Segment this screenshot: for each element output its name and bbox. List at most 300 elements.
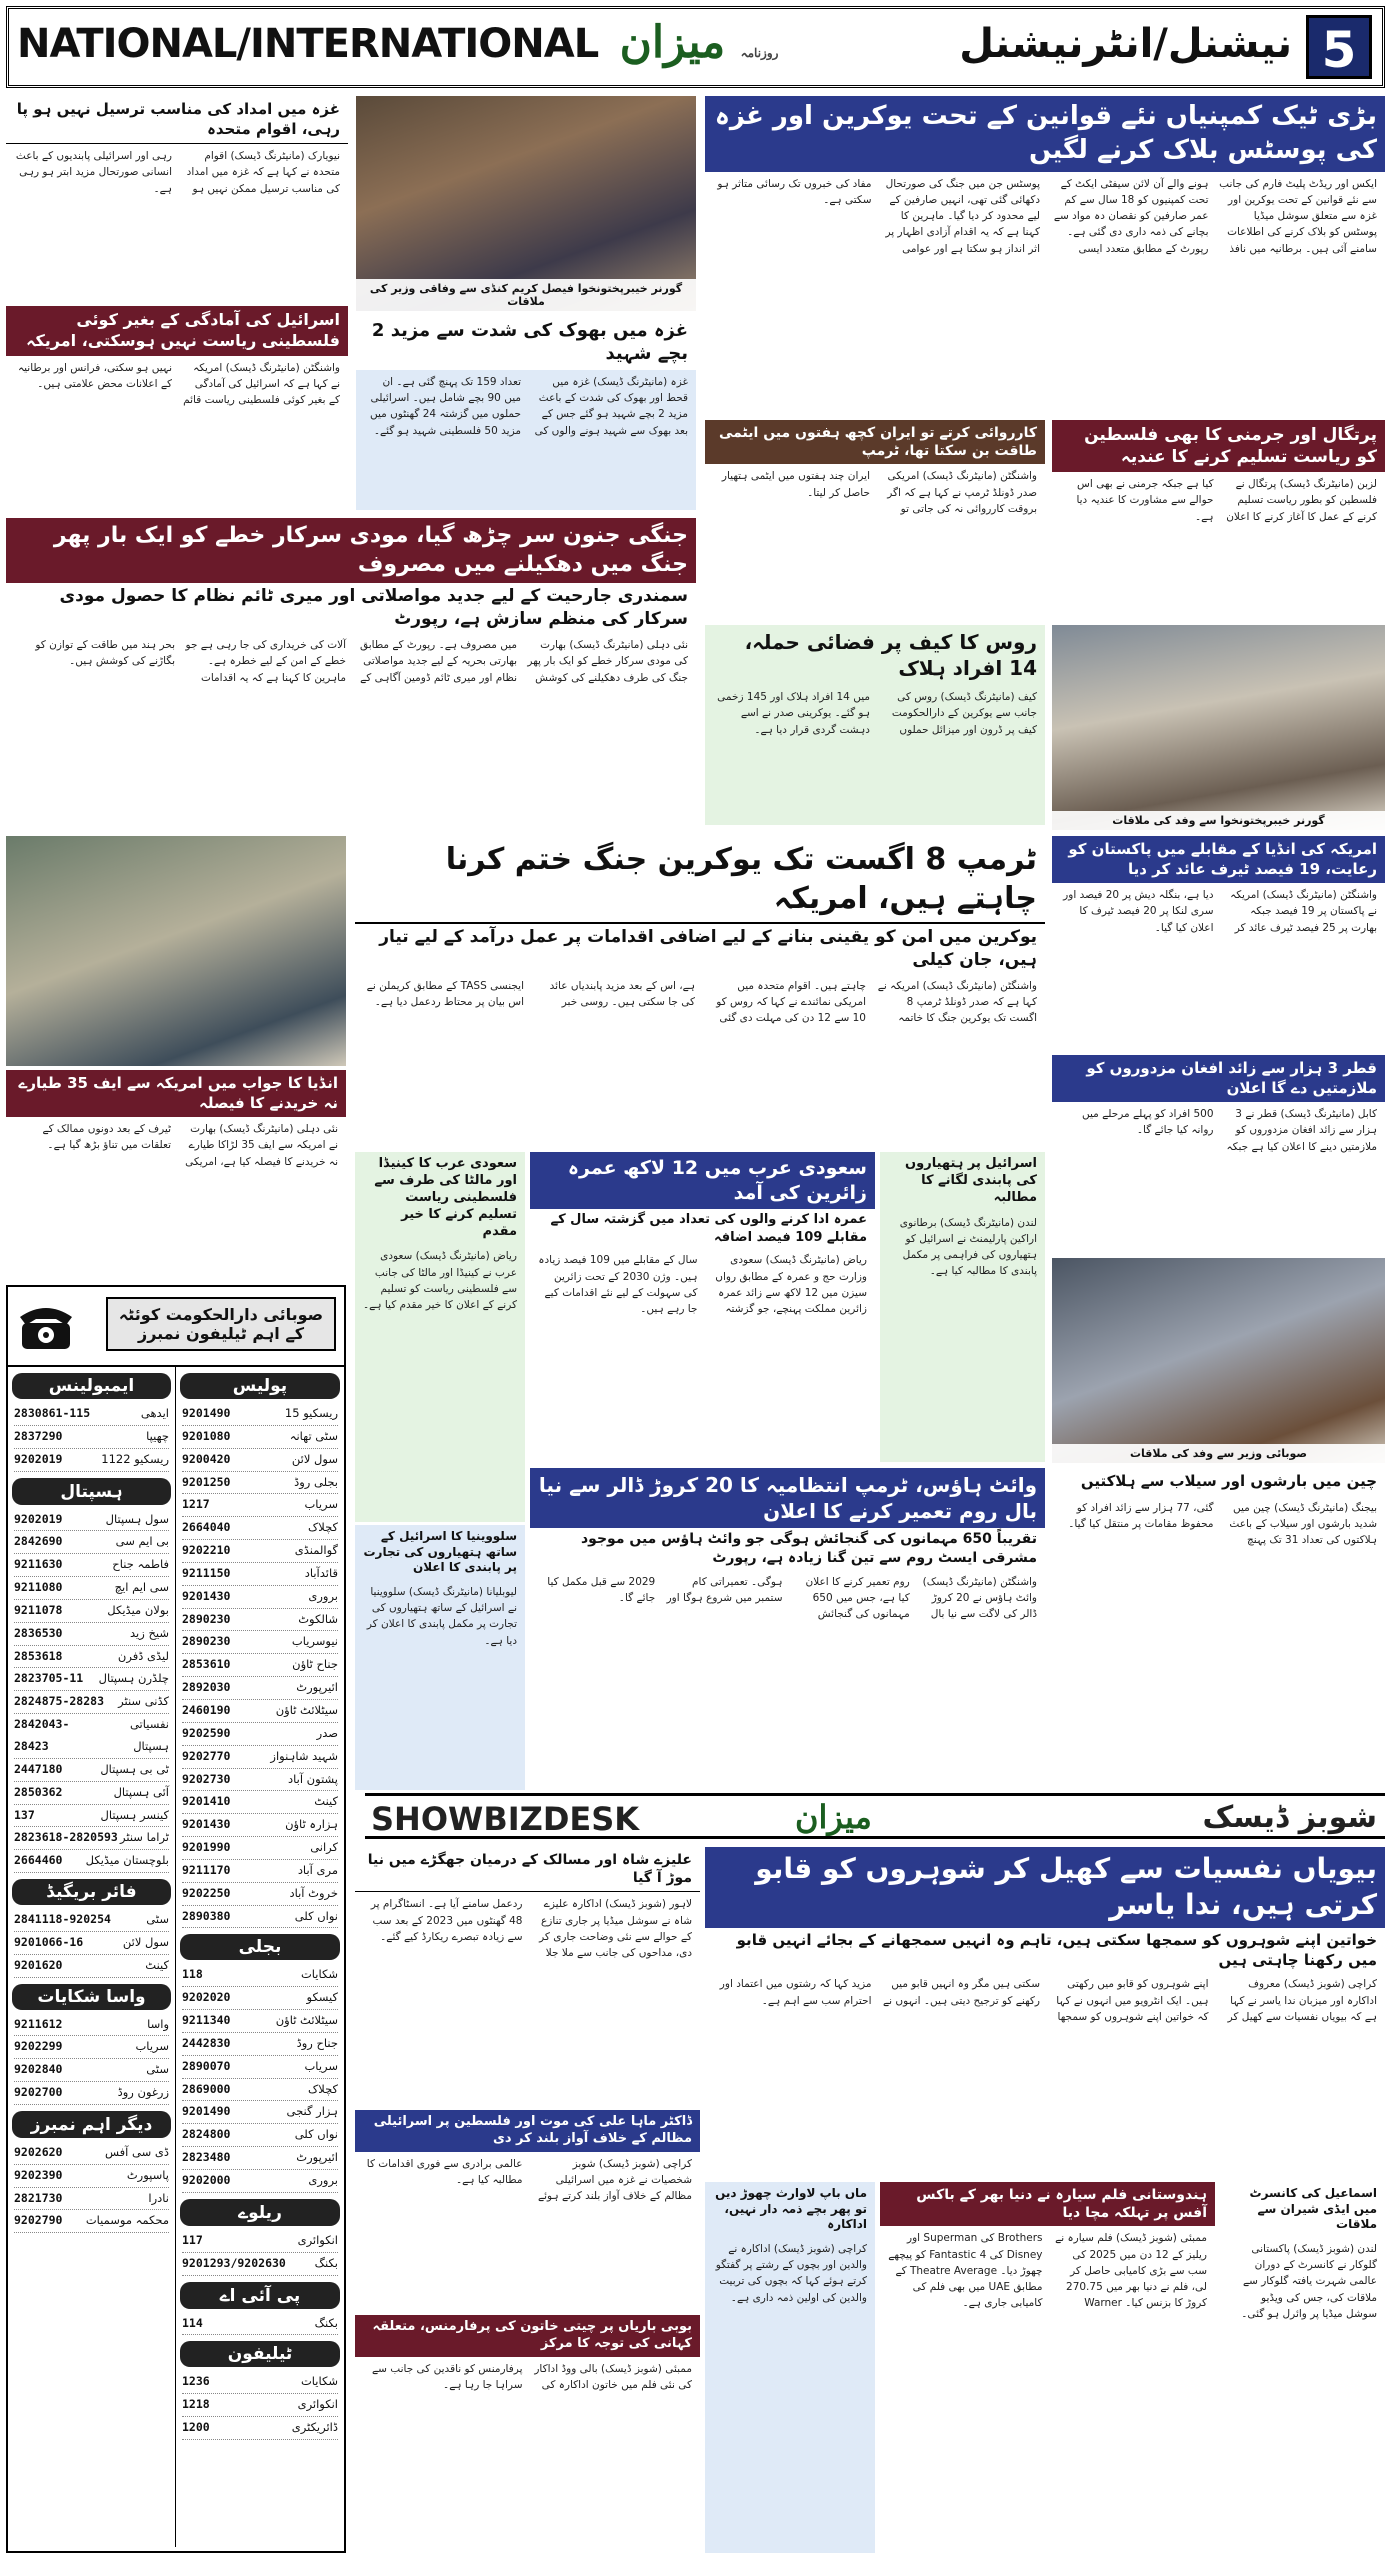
phone-entry — [182, 2124, 338, 2147]
telephone-icon — [16, 1295, 76, 1355]
phone-entry — [182, 1723, 338, 1746]
article-body: نئی دہلی (مانیٹرنگ ڈیسک) بھارت نے امریکہ سے ایف 35 لڑاکا طیارے نہ خریدنے کا فیصلہ کیا ہے، امریکی ٹیرف کے بعد دونوں ممالک کے تعلقات میں تناؤ بڑھ گیا ہے۔ — [42, 1123, 338, 1168]
phone-entry-number: 2823480 — [182, 2150, 231, 2165]
phone-entry — [182, 1426, 338, 1449]
phone-entry-number: 9201490 — [182, 2104, 231, 2119]
showbiz-label-en: SHOWBIZDESK — [371, 1800, 640, 1838]
phone-entry-number: 2823705-11 — [14, 1671, 84, 1686]
section-title-ur: نیشنل/انٹرنیشنل — [959, 21, 1292, 67]
phone-entry-number: 2824800 — [182, 2127, 231, 2142]
phone-entry — [182, 1860, 338, 1883]
phone-entry — [14, 1449, 169, 1472]
phone-entry-name: نادرا — [148, 2190, 169, 2205]
phone-entry — [182, 1517, 338, 1540]
phone-entry-number: 9201250 — [182, 1474, 231, 1489]
phone-entry-number: 9211150 — [182, 1565, 231, 1580]
phone-entry-number: 2460190 — [182, 1702, 231, 1717]
phone-entry-name: بروری — [308, 2173, 338, 2187]
article-israel-ban — [880, 1152, 1045, 1462]
phone-entry-name: محکمہ موسمیات — [85, 2213, 169, 2228]
phone-entry-number: 9201430 — [182, 1817, 231, 1832]
phone-entry-name: ایدھی — [140, 1406, 169, 1420]
phone-entry-number: 114 — [182, 2315, 203, 2330]
page-header — [6, 6, 1385, 88]
article-white-house — [530, 1468, 1045, 1788]
phone-entry-number: 9202790 — [14, 2213, 63, 2228]
article-headline: چین میں بارشوں اور سیلاب سے ہلاکتیں — [1080, 1472, 1377, 1490]
phone-entry-name: شالکوٹ — [298, 1611, 338, 1626]
other-list — [8, 2142, 175, 2233]
police-list — [176, 1403, 344, 1928]
article-body: نئی دہلی (مانیٹرنگ ڈیسک) بھارت کی مودی سرکار خطے کو ایک بار پھر جنگ کی طرف دھکیلنے کی کوشش میں مصروف ہے۔ رپورٹ کے مطابق بھارتی بحریہ کے لیے جدید مواصلاتی نظام اور میری ٹائم ڈومین آگاہی کے آلات کی خریداری کی جا رہی ہے جو خطے کے امن کے لیے خطرہ ہے۔ ماہرین کا کہنا ہے کہ یہ اقدامات بحر ہند میں طاقت کے توازن کو بگاڑنے کی کوشش ہیں۔ — [35, 639, 688, 684]
phone-entry-name: انکوائری — [297, 2397, 338, 2412]
ambulance-label: ایمبولینس — [12, 1373, 171, 1399]
article-headline: غزہ میں امداد کی مناسب ترسیل نہیں ہو پا رہی، اقوام متحدہ — [6, 96, 348, 144]
article-headline: روس کا کیف پر فضائی حملہ، 14 افراد ہلاک — [744, 630, 1037, 680]
phone-entry — [14, 2036, 169, 2059]
phone-entry-name: سول لائن — [291, 1451, 338, 1466]
article-headline: قطر 3 ہزار سے زائد افغان مزدوروں کو ملازمتیں دے گا اعلان — [1052, 1055, 1385, 1102]
phone-entry-number: 9202840 — [14, 2062, 63, 2077]
phone-entry — [182, 2394, 338, 2417]
phone-entry-number: 9201080 — [182, 1428, 231, 1443]
section-title-en: NATIONAL/INTERNATIONAL — [17, 21, 599, 67]
phone-entry — [182, 1769, 338, 1792]
phone-entry-name: جناح ٹاؤن — [292, 1657, 338, 1672]
electric-list — [176, 1964, 344, 2192]
phone-entry-name: نیوسریاب — [291, 1634, 338, 1649]
phone-entry-number: 9201293/9202630 — [182, 2255, 286, 2270]
article-body: واشنگٹن (مانیٹرنگ ڈیسک) امریکہ نے کہا ہے کہ صدر ڈونلڈ ٹرمپ 8 اگست تک یوکرین جنگ کا خاتمہ چاہتے ہیں۔ اقوام متحدہ میں امریکی نمائندے نے کہا کہ روس کو 10 سے 12 دن کی مہلت دی گئی ہے، اس کے بعد مزید پابندیاں عائد کی جا سکتی ہیں۔ روسی خبر ایجنسی TASS کے مطابق کریملن نے اس بیان پر محتاط ردعمل دیا ہے۔ — [366, 979, 1037, 1025]
phone-entry-name: سریاب — [304, 1497, 338, 1512]
phone-entry-name: بکنگ — [314, 2255, 338, 2270]
article-body: واشنگٹن (مانیٹرنگ ڈیسک) امریکہ نے پاکستان پر 19 فیصد جبکہ بھارت پر 25 فیصد ٹیرف عائد کر دیا ہے، بنگلہ دیش پر 20 فیصد اور سری لنکا پر 20 فیصد ٹیرف کا اعلان کیا گیا۔ — [1063, 889, 1377, 934]
masthead-title: میزان — [619, 17, 726, 68]
article-body: ممبئی (شوبز ڈیسک) فلم سیارہ نے ریلیز کے 12 دن میں 2025 کی سب سے بڑی کامیابی حاصل کر لی، فلم نے دنیا بھر میں 270.75 کروڑ کا بزنس کیا۔ Warner Brothers کی Superman اور Disney کی Fantastic 4 کو پیچھے چھوڑ دیا۔ Theatre Average کے مطابق UAE میں بھی فلم کی کامیابی جاری ہے۔ — [888, 2232, 1207, 2310]
hospital-label: ہسپتال — [12, 1478, 171, 1505]
article-gaza-hunger — [356, 315, 696, 510]
phone-entry-number: 2836530 — [14, 1625, 63, 1640]
phone-entry-name: سریاب — [304, 2058, 338, 2073]
phone-entry — [14, 1600, 169, 1623]
phone-entry-name: آئی ہسپتال — [113, 1784, 169, 1799]
phone-entry-name: سریاب — [135, 2039, 169, 2054]
phone-entry-name: قائدآباد — [304, 1565, 338, 1580]
phone-entry — [182, 1472, 338, 1495]
telephone-label: ٹیلیفون — [180, 2341, 340, 2367]
phone-entry — [182, 2010, 338, 2033]
phone-entry-name: فاطمہ جناح — [112, 1557, 169, 1572]
article-india-f35 — [6, 1070, 346, 1270]
article-headline: کارروائی کرتے تو ایران کچھ ہفتوں میں ایٹمی طاقت بن سکتا تھا، ٹرمپ — [705, 420, 1045, 464]
article-body: لیوبلیانا (مانیٹرنگ ڈیسک) سلووینیا نے اسرائیل کے ساتھ ہتھیاروں کی تجارت پر مکمل پابندی کا اعلان کر دیا ہے۔ — [366, 1585, 517, 1647]
article-subhead: یوکرین میں امن کو یقینی بنانے کے لیے اضافی اقدامات پر عمل درآمد کے لیے تیار ہیں، جان کیلی — [379, 927, 1037, 970]
phone-entry-name: سیٹلائٹ ٹاؤن — [275, 1702, 338, 1717]
article-body: غزہ (مانیٹرنگ ڈیسک) غزہ میں قحط اور بھوک کی شدت کے باعث مزید 2 بچے شہید ہو گئے جس کے بعد بھوک سے شہید ہونے والوں کی تعداد 159 تک پہنچ گئی ہے۔ ان میں 90 بچے شامل ہیں۔ اسرائیلی حملوں میں گزشتہ 24 گھنٹوں میں مزید 50 فلسطینی شہید ہو گئے۔ — [369, 375, 688, 437]
article-headline: غزہ میں بھوک کی شدت سے مزید 2 بچے شہید — [356, 315, 696, 370]
article-palestine-showbiz — [355, 2110, 700, 2310]
article-headline: علیزے شاہ اور مسالک کے درمیان جھگڑے میں نیا موڑ آ گیا — [355, 1847, 700, 1892]
phone-entry — [182, 1746, 338, 1769]
phone-entry — [182, 1654, 338, 1677]
article-headline: ہندوستانی فلم سیارہ نے دنیا بھر کے باکس آفس پر تہلکہ مچا دیا — [880, 2182, 1215, 2226]
article-trump-ukraine — [355, 836, 1045, 1146]
phone-entry-name: ٹراما سنٹر — [120, 1830, 169, 1845]
article-body: واشنگٹن (مانیٹرنگ ڈیسک) امریکی صدر ڈونلڈ ٹرمپ نے کہا ہے کہ اگر بروقت کارروائی نہ کی جاتی تو ایران چند ہفتوں میں ایٹمی ہتھیار حاصل کر لیتا۔ — [721, 470, 1037, 515]
phone-entry-number: 2664460 — [14, 1853, 63, 1868]
phone-entry — [182, 2079, 338, 2102]
page-number: 5 — [1306, 15, 1372, 79]
news-photo-group — [1052, 625, 1385, 830]
phone-entry-number: 2447180 — [14, 1761, 63, 1776]
phone-entry — [14, 1691, 169, 1714]
article-body: کراچی (شوبز ڈیسک) معروف اداکارہ اور میزبان ندا یاسر نے کہا ہے کہ بیویاں نفسیات سے کھیل کر اپنے شوہروں کو قابو میں رکھتی ہیں۔ ایک انٹرویو میں انہوں نے کہا کہ خواتین اپنے شوہروں کو سمجھا سکتی ہیں مگر وہ انہیں قابو میں رکھنے کو ترجیح دیتی ہیں۔ انہوں نے مزید کہا کہ رشتوں میں اعتماد اور احترام سب سے اہم ہے۔ — [719, 1978, 1377, 2023]
phone-entry-name: کڈنی سنٹر — [118, 1694, 169, 1709]
article-headline: ماں باپ لاوارث چھوڑ دیں تو پھر بچے ذمہ دار نہیں، اداکارہ — [715, 2186, 867, 2232]
phone-entry — [14, 1554, 169, 1577]
phone-entry-name: کچلاک — [307, 2081, 338, 2096]
phone-entry-number: 2830861-115 — [14, 1406, 91, 1420]
article-body: ریاض (مانیٹرنگ ڈیسک) سعودی عرب نے کینیڈا اور مالٹا کی جانب سے فلسطینی ریاست کو تسلیم کرنے کے اعلان کا خیر مقدم کیا ہے۔ — [363, 1250, 517, 1312]
article-headline: وائٹ ہاؤس، ٹرمپ انتظامیہ کا 20 کروڑ ڈالر سے نیا بال روم تعمیر کرنے کا اعلان — [530, 1468, 1045, 1528]
phone-entry-number: 2841118-920254 — [14, 1912, 111, 1927]
article-body: بیجنگ (مانیٹرنگ ڈیسک) چین میں شدید بارشوں اور سیلاب کے باعث ہلاکتوں کی تعداد 31 تک پہنچ گئی، 77 ہزار سے زائد افراد کو محفوظ مقامات پر منتقل کیا گیا۔ — [1068, 1501, 1377, 1547]
phone-entry-name: زرغون روڈ — [117, 2085, 169, 2100]
phone-entry-number: 9202390 — [14, 2167, 63, 2182]
article-headline: پرتگال اور جرمنی کا بھی فلسطین کو ریاست تسلیم کرنے کا عندیہ — [1052, 420, 1385, 472]
article-saudi-umrah — [530, 1152, 875, 1462]
phone-entry-name: ٹی بی ہسپتال — [100, 1761, 169, 1776]
phone-entry-name: پاسپورٹ — [126, 2167, 169, 2182]
phone-entry — [14, 1668, 169, 1691]
phone-entry-name: بولان میڈیکل — [107, 1602, 169, 1617]
article-bobby-performance — [355, 2315, 700, 2553]
phone-entry-number: 9202620 — [14, 2144, 63, 2159]
phone-entry-name: ہزارہ ٹاؤن — [285, 1817, 338, 1832]
article-subhead: تقریباً 650 مہمانوں کی گنجائش ہوگی جو وائٹ ہاؤس میں موجود مشرقی ایسٹ روم سے تین گنا زیادہ ہے، رپورٹ — [581, 1531, 1037, 1566]
other-label: دیگر اہم نمبرز — [12, 2111, 171, 2138]
phone-entry — [182, 1837, 338, 1860]
phone-entry-name: نواں کلی — [294, 1908, 338, 1923]
pia-list — [176, 2313, 344, 2336]
photo-caption: گورنر خیبرپختونخوا سے وفد کی ملاقات — [1052, 811, 1385, 830]
electric-label: بجلی — [180, 1934, 340, 1960]
article-headline: بڑی ٹیک کمپنیاں نئے قوانین کے تحت یوکرین اور غزہ کی پوسٹس بلاک کرنے لگیں — [705, 96, 1385, 172]
article-tariff — [1052, 836, 1385, 1051]
phone-entry-number: 1236 — [182, 2374, 210, 2389]
phone-entry-name: ائیرپورٹ — [296, 1680, 338, 1695]
phone-entry — [182, 1494, 338, 1517]
hospital-list — [8, 1509, 175, 1874]
phone-entry-number: 9201620 — [14, 1957, 63, 1972]
phone-col-left — [8, 1367, 176, 2547]
phone-entry-name: بلوچستان میڈیکل — [85, 1853, 169, 1868]
article-concert — [1220, 2182, 1385, 2553]
phone-entry-name: ریسکیو 15 — [284, 1406, 338, 1420]
phone-entry-number: 9211612 — [14, 2016, 63, 2031]
phone-entry-name: گوالمنڈی — [294, 1543, 338, 1558]
phone-entry-number: 9201410 — [182, 1794, 231, 1809]
phone-entry — [14, 2014, 169, 2037]
article-subhead: عمرہ ادا کرنے والوں کی تعداد میں گزشتہ سال کے مقابلے 109 فیصد اضافہ — [550, 1212, 867, 1245]
news-photo-cheque — [6, 836, 346, 1066]
phone-entry-number: 2837290 — [14, 1428, 63, 1443]
phone-entry-number: 9200420 — [182, 1451, 231, 1466]
phone-entry-name: سٹی — [146, 1912, 169, 1927]
police-label: پولیس — [180, 1373, 340, 1399]
phone-entry — [14, 1714, 169, 1759]
article-body: واشنگٹن (مانیٹرنگ ڈیسک) امریکہ نے کہا ہے کہ اسرائیل کی آمادگی کے بغیر کوئی فلسطینی ریاست قائم نہیں ہو سکتی، فرانس اور برطانیہ کے اعلانات محض علامتی ہیں۔ — [17, 361, 340, 407]
phone-entry-number: 2823618-2820593 — [14, 1830, 118, 1845]
phone-entry-number: 9202019 — [14, 1511, 63, 1526]
phone-entry-name: شیخ زید — [130, 1625, 169, 1640]
phone-entry-number: 2892030 — [182, 1680, 231, 1695]
article-saudi-canada — [355, 1152, 525, 1522]
phone-entry-name: انکوائری — [297, 2232, 338, 2247]
phone-entry — [14, 2142, 169, 2165]
phone-entry — [14, 1850, 169, 1873]
phone-entry — [14, 1932, 169, 1955]
phone-entry-number: 2664040 — [182, 1520, 231, 1535]
phone-entry — [182, 1631, 338, 1654]
phone-entry-name: سول لائن — [122, 1934, 169, 1949]
phone-entry-number: 2890070 — [182, 2058, 231, 2073]
phone-entry — [14, 1403, 169, 1426]
phone-entry — [182, 2170, 338, 2193]
phone-entry-number: 9201490 — [182, 1406, 231, 1420]
phone-entry-number: 2842690 — [14, 1534, 63, 1549]
phone-entry-name: خروٹ آباد — [289, 1885, 338, 1900]
phone-entry — [14, 1623, 169, 1646]
phone-entry-number: 9201066-16 — [14, 1934, 84, 1949]
phone-entry-name: سی ایم ایچ — [114, 1580, 169, 1595]
phone-entry-name: شہید شاہنواز — [270, 1748, 338, 1763]
phone-entry-number: 2442830 — [182, 2035, 231, 2050]
phone-entry-name: پشتون آباد — [288, 1771, 338, 1786]
article-portugal — [1052, 420, 1385, 620]
news-photo-meeting — [1052, 1258, 1385, 1463]
article-headline: اسرائیل کی آمادگی کے بغیر کوئی فلسطینی ریاست نہیں ہوسکتی، امریکہ — [6, 306, 348, 356]
article-headline: بیویاں نفسیات سے کھیل کر شوہروں کو قابو کرتی ہیں، ندا یاسر — [705, 1847, 1385, 1928]
article-headline: اسماعیل کی کانسرٹ میں ایڈی شیران سے ملاقات — [1249, 2186, 1377, 2232]
phone-entry — [14, 1827, 169, 1850]
phone-entry-number: 2853610 — [182, 1657, 231, 1672]
article-headline: انڈیا کا جواب میں امریکہ سے ایف 35 طیارے نہ خریدنے کا فیصلہ — [6, 1070, 346, 1117]
phone-entry — [14, 2165, 169, 2188]
article-body: لندن (مانیٹرنگ ڈیسک) برطانوی اراکین پارلیمنٹ نے اسرائیل کو ہتھیاروں کی فراہمی پر مکمل پابندی کا مطالبہ کیا ہے۔ — [899, 1216, 1037, 1278]
phone-entry-number: 9202590 — [182, 1725, 231, 1740]
article-body: نیویارک (مانیٹرنگ ڈیسک) اقوام متحدہ نے کہا ہے کہ غزہ میں امداد کی مناسب ترسیل ممکن نہیں ہو رہی اور اسرائیلی پابندیوں کے باعث انسانی صورتحال مزید ابتر ہو رہی ہے۔ — [15, 150, 340, 195]
fire-list — [8, 1909, 175, 1978]
phone-entry — [182, 2033, 338, 2056]
article-trump-iran — [705, 420, 1045, 620]
phone-entry-number: 2890380 — [182, 1908, 231, 1923]
article-body: ایکس اور ریڈٹ پلیٹ فارم کی جانب سے نئے قوانین کے تحت یوکرین اور غزہ سے متعلق سوشل میڈیا پوسٹس کو بلاک کرنے کی اطلاعات سامنے آئی ہیں۔ برطانیہ میں نافذ ہونے والے آن لائن سیفٹی ایکٹ کے تحت کمپنیوں کو 18 سال سے کم عمر صارفین کو نقصان دہ مواد سے بچانے کی ذمہ داری دی گئی ہے۔ رپورٹ کے مطابق متعدد ایسی پوسٹس جن میں جنگ کی صورتحال دکھائی گئی تھی، انہیں صارفین کے لیے محدود کر دیا گیا۔ ماہرین کا کہنا ہے کہ یہ اقدام آزادی اظہار پر اثر انداز ہو سکتا ہے اور عوامی مفاد کی خبروں تک رسائی متاثر ہو سکتی ہے۔ — [717, 177, 1377, 255]
article-china-floods — [1052, 1468, 1385, 1788]
article-big-tech — [705, 96, 1385, 416]
phone-entry-name: ہزار گنجی — [286, 2104, 338, 2119]
phone-entry-name: سیٹلائٹ ٹاؤن — [275, 2013, 338, 2028]
phone-entry-number: 2842043-28423 — [14, 1717, 70, 1753]
phone-entry — [182, 1964, 338, 1987]
phone-entry-name: چھیپا — [146, 1428, 169, 1443]
phone-entry-number: 1217 — [182, 1497, 210, 1512]
phone-entry-name: لیڈی ڈفرن — [117, 1648, 169, 1663]
phone-entry — [182, 1814, 338, 1837]
phone-entry — [14, 1426, 169, 1449]
phone-entry — [182, 1563, 338, 1586]
phone-entry-name: بروری — [308, 1588, 338, 1603]
article-body: لزبن (مانیٹرنگ ڈیسک) پرتگال نے فلسطین کو بطور ریاست تسلیم کرنے کے عمل کا آغاز کرنے کا اعلان کیا ہے جبکہ جرمنی نے بھی اس حوالے سے مشاورت کا عندیہ دیا ہے۔ — [1076, 478, 1377, 523]
phone-entry-number: 1218 — [182, 2397, 210, 2412]
phone-entry — [14, 2210, 169, 2233]
showbiz-label-ur: شوبز ڈیسک — [1202, 1800, 1377, 1835]
phone-entry-number: 9201430 — [182, 1588, 231, 1603]
phone-entry — [182, 2313, 338, 2336]
phone-entry-number: 9202250 — [182, 1885, 231, 1900]
phone-entry-number: 9211080 — [14, 1580, 63, 1595]
article-headline: اسرائیل پر ہتھیاروں کی پابندی لگانے کا مطالبہ — [905, 1156, 1037, 1205]
phone-entry-number: 9202770 — [182, 1748, 231, 1763]
article-us-palestine — [6, 306, 348, 511]
phone-entry — [14, 1782, 169, 1805]
article-body: کابل (مانیٹرنگ ڈیسک) قطر نے 3 ہزار سے زائد افغان مزدوروں کو ملازمتیں دینے کا اعلان کیا ہے جبکہ 500 افراد کو پہلے مرحلے میں روانہ کیا جائے گا۔ — [1081, 1108, 1377, 1153]
phone-entry-name: بی ایم سی — [115, 1534, 169, 1549]
phone-entry — [14, 1805, 169, 1828]
phone-entry-number: 9202019 — [14, 1451, 63, 1466]
phone-entry-name: صدر — [316, 1725, 338, 1740]
phone-entry-name: ریسکیو 1122 — [101, 1451, 169, 1466]
news-photo-governor — [356, 96, 696, 311]
phone-entry — [14, 1509, 169, 1532]
phone-entry-name: جناح روڈ — [296, 2035, 338, 2050]
phone-entry-number: 2821730 — [14, 2190, 63, 2205]
phone-entry-name: بجلی روڈ — [294, 1474, 338, 1489]
ambulance-list — [8, 1403, 175, 1472]
phone-entry-name: کینٹ — [145, 1957, 169, 1972]
article-body: واشنگٹن (مانیٹرنگ ڈیسک) وائٹ ہاؤس نے 20 کروڑ ڈالر کی لاگت سے نیا بال روم تعمیر کرنے کا اعلان کیا ہے، جس میں 650 مہمانوں کی گنجائش ہوگی۔ تعمیراتی کام ستمبر میں شروع ہوگا اور 2029 سے قبل مکمل کیا جائے گا۔ — [547, 1575, 1037, 1621]
phone-entry — [14, 1577, 169, 1600]
article-headline: بوبی باریاں پر چیتی خاتون کی پرفارمنس، متعلقہ کہانی کی توجہ کا مرکز — [355, 2315, 700, 2357]
phone-entry — [182, 1883, 338, 1906]
phone-entry-name: مری آباد — [297, 1862, 338, 1877]
phone-entry-number: 2890230 — [182, 1634, 231, 1649]
phone-entry — [14, 2059, 169, 2082]
phone-entry-number: 2853618 — [14, 1648, 63, 1663]
railway-list — [176, 2230, 344, 2276]
railway-label: ریلوے — [180, 2199, 340, 2226]
phone-entry-number: 118 — [182, 1967, 203, 1982]
showbiz-section-header — [365, 1793, 1385, 1839]
phone-entry — [182, 2371, 338, 2394]
article-headline: جنگی جنون سر چڑھ گیا، مودی سرکار خطے کو ایک بار پھر جنگ میں دھکیلنے میں مصروف — [6, 518, 696, 583]
phone-entry — [14, 1531, 169, 1554]
masthead-tag: روزنامہ — [740, 46, 779, 60]
article-body: کراچی (شوبز ڈیسک) شوبز شخصیات نے غزہ میں اسرائیلی مظالم کے خلاف آواز بلند کرتے ہوئے عالمی برادری سے فوری اقدامات کا مطالبہ کیا ہے۔ — [366, 2157, 692, 2203]
phone-entry — [182, 1540, 338, 1563]
phone-entry-number: 9202020 — [182, 1990, 231, 2005]
article-parents-actress — [705, 2182, 875, 2553]
phone-entry — [182, 1403, 338, 1426]
photo-caption: صوبائی وزیر سے وفد کی ملاقات — [1052, 1444, 1385, 1463]
phone-entry-name: واسا — [147, 2016, 169, 2031]
phone-entry-number: 117 — [182, 2232, 203, 2247]
phone-entry-name: کینسر ہسپتال — [100, 1807, 169, 1822]
phone-entry-name: کرانی — [310, 1840, 338, 1855]
pia-label: پی آئی اے — [180, 2282, 340, 2309]
article-body: کراچی (شوبز ڈیسک) اداکارہ نے والدین اور بچوں کے رشتے پر گفتگو کرتے ہوئے کہا کہ بچوں کی تربیت والدین کی اولین ذمہ داری ہے۔ — [715, 2242, 867, 2304]
phone-entry-number: 9211340 — [182, 2013, 231, 2028]
phone-entry-name: ڈائریکٹری — [291, 2420, 338, 2435]
article-body: کیف (مانیٹرنگ ڈیسک) روس کی جانب سے یوکرین کے دارالحکومت کیف پر ڈرون اور میزائل حملوں میں 14 افراد ہلاک اور 145 زخمی ہو گئے۔ یوکرینی صدر نے اسے دہشت گردی قرار دیا ہے۔ — [717, 691, 1037, 736]
article-alizeh-shah — [355, 1847, 700, 2107]
phone-col-right — [176, 1367, 344, 2547]
phone-entry-name: کچلاک — [307, 1520, 338, 1535]
phone-entry — [182, 2101, 338, 2124]
article-qatar — [1052, 1055, 1385, 1255]
phone-entry-number: 9202730 — [182, 1771, 231, 1786]
phone-entry-name: کینٹ — [314, 1794, 338, 1809]
phone-box-header — [8, 1287, 344, 1367]
phone-entry — [182, 1791, 338, 1814]
article-headline: سعودی عرب میں 12 لاکھ عمرہ زائرین کی آمد — [530, 1152, 875, 1209]
article-body: لاہور (شوبز ڈیسک) اداکارہ علیزے شاہ نے سوشل میڈیا پر جاری تنازع کے حوالے سے نئی وضاحت جاری کر دی، مداحوں کی جانب سے ملا جلا ردعمل سامنے آیا ہے۔ انسٹاگرام پر 48 گھنٹوں میں 2023 کے بعد سب سے زیادہ تبصرے ریکارڈ کیے گئے۔ — [370, 1898, 692, 1960]
article-slovenia — [355, 1525, 525, 1790]
article-headline: سلووینیا کا اسرائیل کے ساتھ ہتھیاروں کی تجارت پر پابندی کا اعلان — [363, 1529, 517, 1575]
showbiz-masthead: میزان — [795, 1798, 872, 1836]
article-saiyaara-boxoffice — [880, 2182, 1215, 2553]
phone-entry-name: نواں کلی — [294, 2127, 338, 2142]
phone-entry-number: 2890230 — [182, 1611, 231, 1626]
phone-entry — [14, 1646, 169, 1669]
article-modi-war — [6, 518, 696, 828]
article-kyiv-attack — [705, 625, 1045, 825]
phone-entry-number: 2850362 — [14, 1784, 63, 1799]
phone-entry-name: سٹی تھانہ — [289, 1428, 338, 1443]
phone-entry-name: ائیرپورٹ — [296, 2150, 338, 2165]
phone-entry-name: شکایات — [300, 2374, 338, 2389]
phone-entry — [182, 2147, 338, 2170]
phone-entry-name: ڈی سی آفس — [104, 2144, 169, 2159]
phone-entry-number: 9202210 — [182, 1543, 231, 1558]
article-un-gaza — [6, 96, 348, 306]
article-body: لندن (شوبز ڈیسک) پاکستانی گلوکار نے کانسرٹ کے دوران عالمی شہرت یافتہ گلوکار سے ملاقات کی، جس کی ویڈیو سوشل میڈیا پر وائرل ہو گئی۔ — [1241, 2242, 1377, 2320]
article-body: ریاض (مانیٹرنگ ڈیسک) سعودی وزارت حج و عمرہ کے مطابق رواں سیزن میں 12 لاکھ سے زائد عمرہ زائرین مملکت پہنچے، جو گزشتہ سال کے مقابلے میں 109 فیصد زیادہ ہیں۔ وژن 2030 کے تحت زائرین کی سہولت کے لیے نئے اقدامات کیے جا رہے ہیں۔ — [538, 1254, 867, 1316]
phone-entry-number: 137 — [14, 1807, 35, 1822]
article-headline: امریکہ کی انڈیا کے مقابلے میں پاکستان کو رعایت، 19 فیصد ٹیرف عائد کر دیا — [1052, 836, 1385, 883]
phone-entry-name: چلڈرن ہسپتال — [98, 1671, 169, 1686]
phone-entry — [182, 1987, 338, 2010]
phone-entry-number: 9211170 — [182, 1862, 231, 1877]
phone-entry — [182, 2253, 338, 2276]
phone-entry-name: نفسیاتی ہسپتال — [129, 1717, 169, 1753]
phone-columns — [8, 1367, 344, 2547]
phone-entry-number: 9211630 — [14, 1557, 63, 1572]
phone-entry-number: 9202700 — [14, 2085, 63, 2100]
article-headline: ڈاکٹر ماہا علی کی موت اور فلسطین پر اسرائیلی مظالم کے خلاف آواز بلند کر دی — [355, 2110, 700, 2152]
phone-entry-name: کیسکو — [306, 1990, 338, 2005]
phone-entry-number: 2824875-28283 — [14, 1694, 105, 1709]
article-headline: ٹرمپ 8 اگست تک یوکرین جنگ ختم کرنا چاہتے ہیں، امریکہ — [355, 836, 1045, 924]
fire-label: فائر بریگیڈ — [12, 1879, 171, 1905]
phone-entry-name: بکنگ — [314, 2315, 338, 2330]
phone-entry — [14, 2082, 169, 2105]
phone-directory-box — [6, 1285, 346, 2553]
phone-entry — [182, 1449, 338, 1472]
article-headline: سعودی عرب کا کینیڈا اور مالٹا کی طرف سے فلسطینی ریاست تسلیم کرنے کا خیر مقدم — [374, 1156, 517, 1239]
phone-entry-number: 1200 — [182, 2420, 210, 2435]
phone-entry — [14, 2188, 169, 2211]
